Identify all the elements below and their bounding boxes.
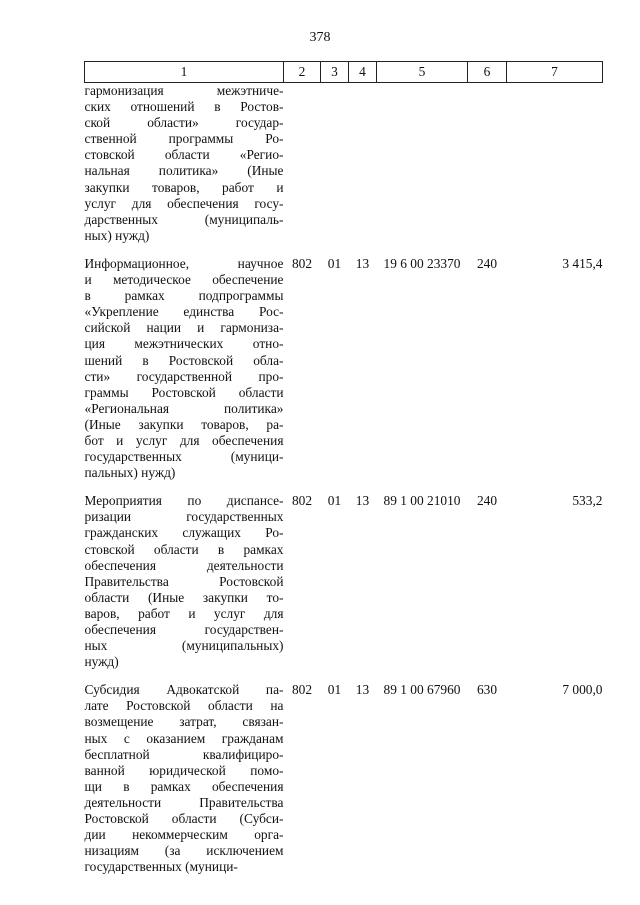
description-line: пальных) нужд) (84, 465, 176, 481)
table-row (85, 682, 603, 875)
description-line: «Укрепление единства Рос- (84, 304, 284, 320)
subsection-code: 13 (355, 493, 370, 509)
target-article-code: 89 1 00 67960 (383, 682, 461, 698)
description-line: стовской области «Регио- (84, 147, 284, 163)
description-line: варов, работ и услуг для (84, 605, 284, 621)
description-line: щи в рамках обеспечения (84, 778, 284, 794)
description-line: Мероприятия по диспансе- (84, 493, 284, 509)
subsection-code (349, 83, 377, 244)
description-line: ственной программы Ро- (84, 131, 284, 147)
expense-type-code (468, 83, 507, 244)
row-description (85, 83, 284, 244)
column-header-3: 3 (321, 62, 349, 83)
column-header-4: 4 (349, 62, 377, 83)
target-article-code: 19 6 00 23370 (383, 255, 461, 271)
column-header-6: 6 (468, 62, 507, 83)
description-line: ризации государственных (84, 509, 284, 525)
description-line: нальная политика» (Иные (84, 163, 284, 179)
table-row (85, 83, 603, 244)
section-code (321, 83, 349, 244)
description-line: ских отношений в Ростов- (84, 99, 284, 115)
description-line: «Региональная политика» (84, 400, 284, 416)
row-spacer (85, 481, 603, 493)
amount-value: 3 415,4 (562, 255, 603, 271)
description-line: лате Ростовской области на (84, 698, 284, 714)
ministry-code: 802 (291, 493, 313, 509)
section-code: 01 (327, 682, 342, 698)
description-line: стовской области в рамках (84, 541, 284, 557)
description-line: ванной юридической помо- (84, 762, 284, 778)
description-line: в рамках подпрограммы (84, 288, 284, 304)
section-code: 01 (327, 255, 342, 271)
column-header-1: 1 (85, 62, 284, 83)
description-line: гармонизация межэтниче- (84, 83, 284, 98)
description-line: дии некоммерческим орга- (84, 827, 284, 843)
table-body (85, 83, 603, 876)
description-line: закупки товаров, работ и (84, 179, 284, 195)
ministry-code: 802 (291, 682, 313, 698)
target-article-code: 89 1 00 21010 (383, 493, 461, 509)
expense-type-code: 240 (476, 255, 498, 271)
description-line: государственных (муници- (84, 859, 238, 875)
section-code: 01 (327, 493, 342, 509)
description-line: и методическое обеспечение (84, 272, 284, 288)
amount-value (507, 83, 603, 244)
header-row (85, 62, 603, 83)
description-line: области (Иные закупки то- (84, 589, 284, 605)
description-line: ных с оказанием гражданам (84, 730, 284, 746)
description-line: Информационное, научное (84, 255, 284, 271)
description-line: низациям (за исключением (84, 843, 284, 859)
description-line: бесплатной квалифициро- (84, 746, 284, 762)
description-line: граммы Ростовской области (84, 384, 284, 400)
description-line: ных (муниципальных) (84, 638, 284, 654)
description-line: (Иные закупки товаров, ра- (84, 416, 284, 432)
description-line: дарственных (муниципаль- (84, 211, 284, 227)
row-description (85, 682, 284, 875)
subsection-code: 13 (355, 255, 370, 271)
description-line: ской области» государ- (84, 115, 284, 131)
description-line: ция межэтнических отно- (84, 336, 284, 352)
description-line: ных) нужд) (84, 227, 150, 243)
column-header-2: 2 (284, 62, 321, 83)
description-line: нужд) (84, 654, 119, 670)
expense-type-code: 240 (476, 493, 498, 509)
row-description (85, 493, 284, 670)
row-spacer-cell (85, 244, 603, 256)
column-header-7: 7 (507, 62, 603, 83)
ministry-code: 802 (291, 255, 313, 271)
description-line: бот и услуг для обеспечения (84, 432, 284, 448)
row-spacer-cell (85, 481, 603, 493)
description-line: Правительства Ростовской (84, 573, 284, 589)
subsection-code: 13 (355, 682, 370, 698)
description-line: обеспечения деятельности (84, 557, 284, 573)
column-header-5: 5 (377, 62, 468, 83)
expense-type-code: 630 (476, 682, 498, 698)
budget-table (84, 61, 603, 875)
row-description (85, 256, 284, 481)
description-line: сийской нации и гармониза- (84, 320, 284, 336)
description-line: шений в Ростовской обла- (84, 352, 284, 368)
description-line: услуг для обеспечения госу- (84, 195, 284, 211)
description-line: Ростовской области (Субси- (84, 811, 284, 827)
table-row (85, 256, 603, 481)
description-line: государственных (муници- (84, 449, 284, 465)
table-row (85, 493, 603, 670)
amount-value: 7 000,0 (562, 682, 603, 698)
description-line: возмещение затрат, связан- (84, 714, 284, 730)
row-spacer (85, 244, 603, 256)
ministry-code (284, 83, 321, 244)
target-article-code (377, 83, 468, 244)
row-spacer (85, 670, 603, 682)
amount-value: 533,2 (572, 493, 603, 509)
page-number: 378 (309, 30, 331, 45)
description-line: Субсидия Адвокатской па- (84, 682, 284, 698)
description-line: сти» государственной про- (84, 368, 284, 384)
description-line: гражданских служащих Ро- (84, 525, 284, 541)
description-line: обеспечения государствен- (84, 622, 284, 637)
description-line: деятельности Правительства (84, 794, 284, 810)
row-spacer-cell (85, 670, 603, 682)
